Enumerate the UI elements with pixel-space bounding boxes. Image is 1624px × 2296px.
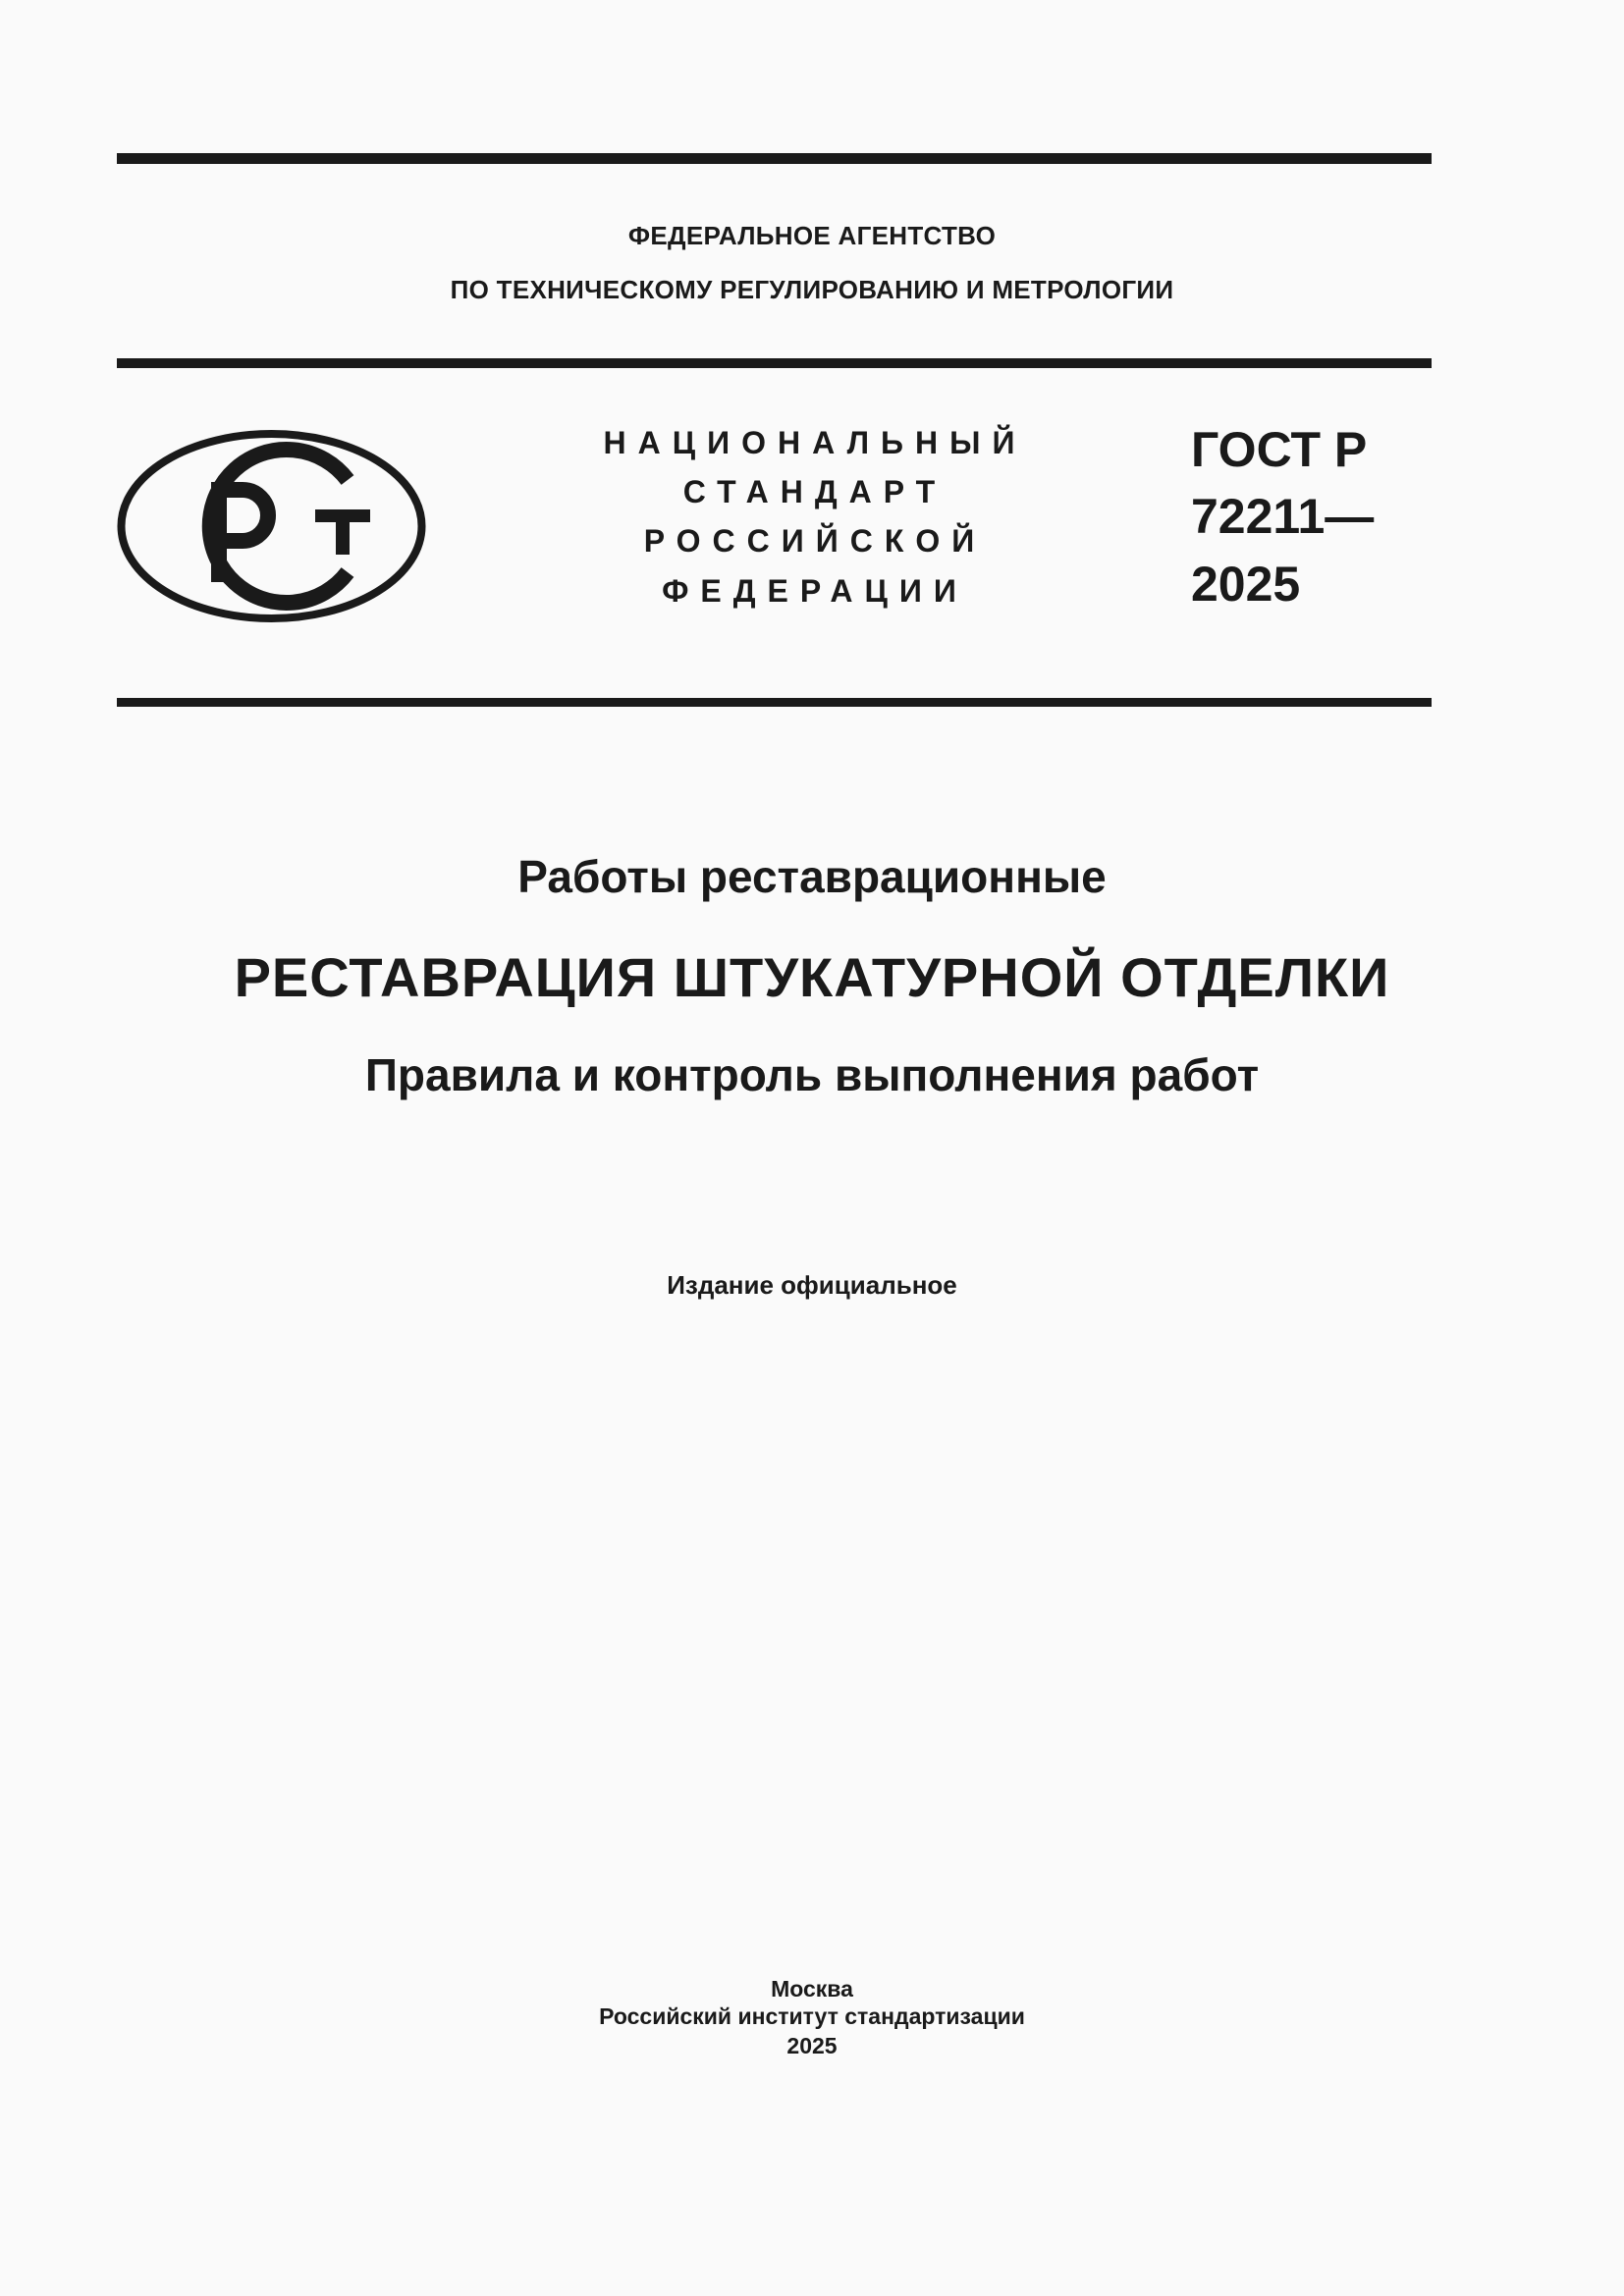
standard-designation-line-1: ГОСТ Р xyxy=(1191,422,1368,477)
gost-r-logo-icon xyxy=(117,429,426,623)
document-title-main: РЕСТАВРАЦИЯ ШТУКАТУРНОЙ ОТДЕЛКИ xyxy=(234,946,1390,1008)
edition-label: Издание официальное xyxy=(667,1270,957,1300)
imprint-year: 2025 xyxy=(786,2033,838,2058)
agency-name-line-2: ПО ТЕХНИЧЕСКОМУ РЕГУЛИРОВАНИЮ И МЕТРОЛОГИИ xyxy=(450,275,1174,304)
imprint-city: Москва xyxy=(771,1976,853,2002)
national-standard-line-3: РОССИЙСКОЙ xyxy=(643,523,987,559)
standard-designation-line-3: 2025 xyxy=(1191,557,1301,612)
middle-rule xyxy=(117,358,1432,368)
national-standard-line-2: СТАНДАРТ xyxy=(682,474,947,509)
imprint-publisher: Российский институт стандартизации xyxy=(599,2003,1025,2029)
national-standard-line-4: ФЕДЕРАЦИИ xyxy=(662,573,968,609)
document-title-category: Работы реставрационные xyxy=(517,851,1107,902)
document-title-subtitle: Правила и контроль выполнения работ xyxy=(364,1049,1260,1100)
top-rule xyxy=(117,153,1432,164)
agency-name-line-1: ФЕДЕРАЛЬНОЕ АГЕНТСТВО xyxy=(627,221,997,250)
standard-designation-line-2: 72211— xyxy=(1191,489,1375,544)
bottom-rule xyxy=(117,698,1432,707)
national-standard-line-1: НАЦИОНАЛЬНЫЙ xyxy=(603,425,1027,460)
